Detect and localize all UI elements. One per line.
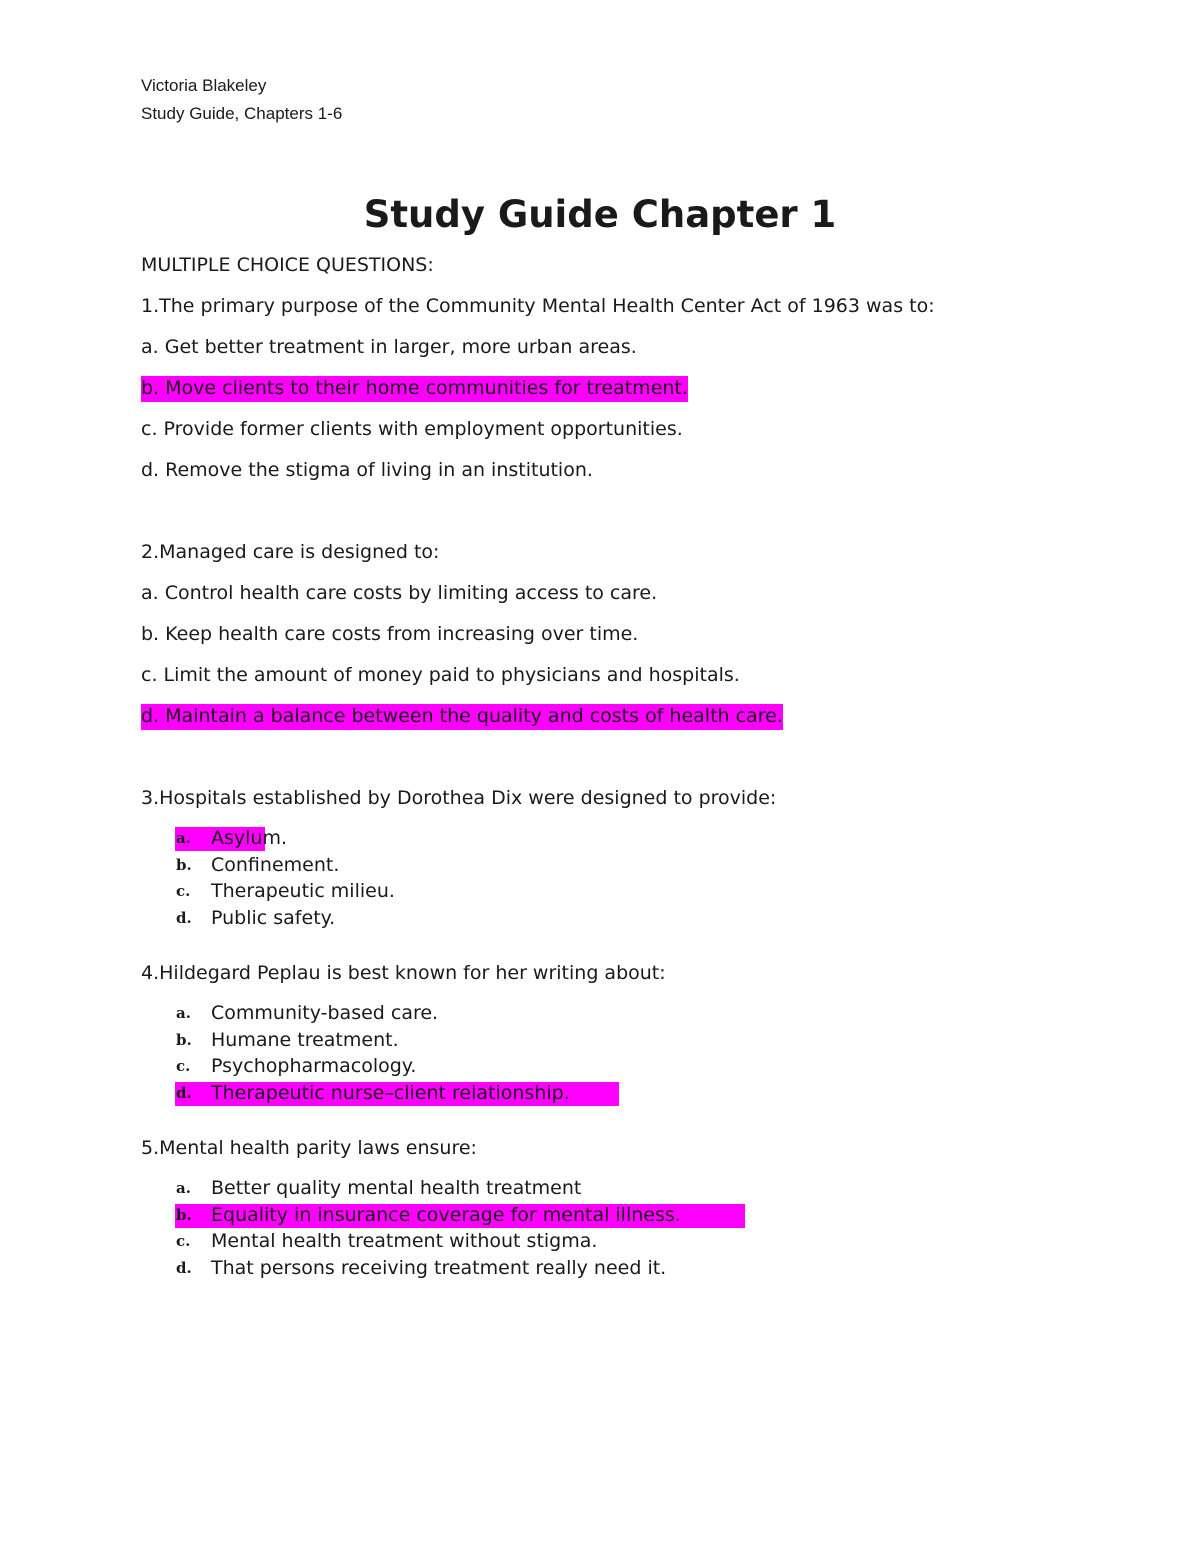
- option-text: Better quality mental health treatment: [211, 1177, 582, 1199]
- answer-option-highlighted: [141, 375, 1101, 416]
- answer-option: [141, 853, 1101, 880]
- option-text: Community-based care.: [211, 1002, 439, 1024]
- author-name: Victoria Blakeley: [141, 76, 267, 95]
- option-text: Confinement.: [211, 853, 340, 876]
- answer-option-highlighted: [141, 1203, 1101, 1230]
- answer-option: [141, 1256, 1101, 1283]
- answer-option: [141, 1054, 1101, 1081]
- option-letter: d.: [176, 908, 192, 927]
- answer-option: c. Provide former clients with employment opportunities.: [141, 418, 683, 440]
- question-2: [141, 539, 1101, 744]
- document-header: [141, 72, 342, 128]
- option-text: Humane treatment.: [211, 1028, 399, 1051]
- question-5: [141, 1135, 1101, 1282]
- question-4: [141, 960, 1101, 1107]
- option-letter: d.: [176, 1083, 192, 1102]
- option-letter: c.: [176, 1232, 191, 1250]
- option-letter: c.: [176, 1057, 191, 1075]
- option-text: Asylum.: [211, 827, 288, 849]
- option-text: Therapeutic nurse–client relationship.: [211, 1081, 570, 1104]
- answer-option: a. Get better treatment in larger, more urban areas.: [141, 336, 637, 358]
- section-label: MULTIPLE CHOICE QUESTIONS:: [141, 254, 434, 276]
- answer-option: [141, 906, 1101, 933]
- option-letter: c.: [176, 882, 191, 900]
- question-stem: 5.Mental health parity laws ensure:: [141, 1137, 477, 1159]
- option-letter: a.: [176, 1004, 191, 1022]
- option-text: Therapeutic milieu.: [211, 880, 395, 902]
- question-stem: 3.Hospitals established by Dorothea Dix were designed to provide:: [141, 787, 777, 809]
- answer-option: [141, 1229, 1101, 1256]
- answer-option: [141, 1001, 1101, 1028]
- document-subtitle: Study Guide, Chapters 1-6: [141, 104, 343, 123]
- option-text: Psychopharmacology.: [211, 1055, 417, 1077]
- option-text: Public safety.: [211, 906, 336, 929]
- answer-option-highlighted: [141, 1081, 1101, 1108]
- answer-option-highlighted: [141, 826, 1101, 853]
- option-letter: d.: [176, 1258, 192, 1277]
- answer-list: [141, 1001, 1101, 1107]
- option-text: That persons receiving treatment really need it.: [211, 1256, 667, 1279]
- answer-option: [141, 879, 1101, 906]
- spacer: [141, 498, 1101, 539]
- question-stem: 1.The primary purpose of the Community Mental Health Center Act of 1963 was to:: [141, 295, 935, 317]
- answer-option: a. Control health care costs by limiting access to care.: [141, 582, 658, 604]
- option-letter: b.: [176, 855, 192, 874]
- answer-highlight: b. Move clients to their home communities for treatment.: [141, 376, 688, 402]
- answer-option: d. Remove the stigma of living in an institution.: [141, 459, 593, 481]
- question-stem: 4.Hildegard Peplau is best known for her writing about:: [141, 962, 666, 984]
- question-stem: 2.Managed care is designed to:: [141, 541, 440, 563]
- page-title: Study Guide Chapter 1: [363, 193, 837, 236]
- option-text: Equality in insurance coverage for mental illness.: [211, 1203, 681, 1226]
- question-1: [141, 293, 1101, 498]
- spacer: [141, 744, 1101, 785]
- answer-list: [141, 826, 1101, 932]
- option-text: Mental health treatment without stigma.: [211, 1230, 598, 1252]
- document-body: [141, 252, 1101, 1282]
- answer-option: [141, 1176, 1101, 1203]
- answer-option: c. Limit the amount of money paid to physicians and hospitals.: [141, 664, 740, 686]
- question-3: [141, 785, 1101, 932]
- answer-option: b. Keep health care costs from increasing over time.: [141, 623, 639, 645]
- option-letter: b.: [176, 1030, 192, 1049]
- option-letter: a.: [176, 829, 191, 847]
- spacer: [141, 1107, 1101, 1135]
- option-letter: a.: [176, 1179, 191, 1197]
- answer-highlight: d. Maintain a balance between the quality and costs of health care.: [141, 704, 783, 730]
- answer-option-highlighted: [141, 703, 1101, 744]
- answer-option: [141, 1028, 1101, 1055]
- answer-list: [141, 1176, 1101, 1282]
- option-letter: b.: [176, 1205, 192, 1224]
- spacer: [141, 932, 1101, 960]
